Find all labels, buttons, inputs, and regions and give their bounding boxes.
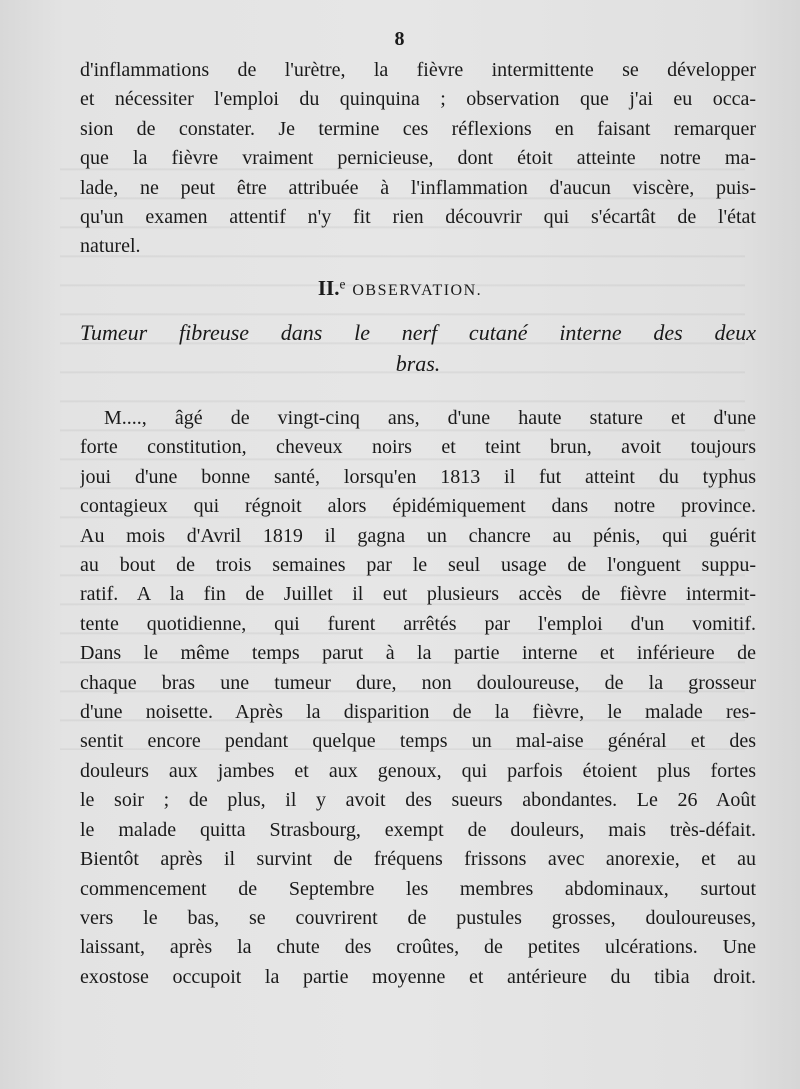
page-number: 8	[394, 28, 406, 50]
observation-heading	[0, 276, 800, 301]
text-line: Dans le même temps parut à la partie interne et inférieure de	[80, 642, 756, 665]
text-line: au bout de trois semaines par le seul usage de l'onguent suppu-	[80, 554, 756, 577]
text-line: tente quotidienne, qui furent arrêtés par l'emploi d'un vomitif.	[80, 612, 756, 635]
text-line: le malade quitta Strasbourg, exempt de douleurs, mais très-défait.	[80, 818, 756, 841]
text-line: douleurs aux jambes et aux genoux, qui parfois étoient plus fortes	[80, 759, 756, 782]
observation-subtitle	[80, 317, 756, 379]
text-line: joui d'une bonne santé, lorsqu'en 1813 il fut atteint du typhus	[80, 465, 756, 488]
text-line: Bientôt après il survint de fréquens frissons avec anorexie, et au	[80, 848, 756, 871]
text-line: lade, ne peut être attribuée à l'inflammation d'aucun viscère, puis-	[80, 176, 756, 199]
observation-superscript: e	[339, 276, 347, 292]
text-line: sentit encore pendant quelque temps un mal-aise général et des	[80, 730, 756, 753]
text-line: d'inflammations de l'urètre, la fièvre intermittente se développer	[80, 59, 756, 81]
observation-numeral: II.	[317, 276, 340, 300]
paragraph-previous-observation	[80, 56, 756, 262]
text-line: exostose occupoit la partie moyenne et antérieure du tibia droit.	[80, 965, 756, 988]
paragraph-case-description	[80, 404, 756, 992]
text-line: laissant, après la chute des croûtes, de petites ulcérations. Une	[80, 936, 756, 959]
text-line: que la fièvre vraiment pernicieuse, dont étoit atteinte notre ma-	[80, 147, 756, 170]
text-line: contagieux qui régnoit alors épidémiquement dans notre province.	[80, 495, 756, 518]
text-line: Au mois d'Avril 1819 il gagna un chancre au pénis, qui guérit	[80, 524, 756, 547]
subtitle-line: bras.	[395, 351, 441, 376]
text-line: forte constitution, cheveux noirs et teint brun, avoit toujours	[80, 436, 756, 459]
text-line: et nécessiter l'emploi du quinquina ; observation que j'ai eu occa-	[80, 88, 756, 111]
text-line: ratif. A la fin de Juillet il eut plusieurs accès de fièvre intermit-	[80, 583, 756, 606]
subtitle-line: Tumeur fibreuse dans le nerf cutané interne des deux	[80, 320, 756, 345]
text-line: commencement de Septembre les membres abdominaux, surtout	[80, 877, 756, 900]
text-line: d'une noisette. Après la disparition de la fièvre, le malade res-	[80, 701, 756, 724]
text-line: qu'un examen attentif n'y fit rien découvrir qui s'écartât de l'état	[80, 206, 756, 229]
text-line: chaque bras une tumeur dure, non douloureuse, de la grosseur	[80, 671, 756, 694]
text-line: le soir ; de plus, il y avoit des sueurs abondantes. Le 26 Août	[80, 789, 756, 812]
text-line: vers le bas, se couvrirent de pustules grosses, douloureuses,	[80, 906, 756, 929]
text-line: sion de constater. Je termine ces réflexions en faisant remarquer	[80, 117, 756, 140]
observation-label: OBSERVATION.	[352, 282, 483, 299]
text-line: M...., âgé de vingt-cinq ans, d'une haute stature et d'une	[104, 407, 756, 429]
text-line: naturel.	[80, 235, 141, 258]
